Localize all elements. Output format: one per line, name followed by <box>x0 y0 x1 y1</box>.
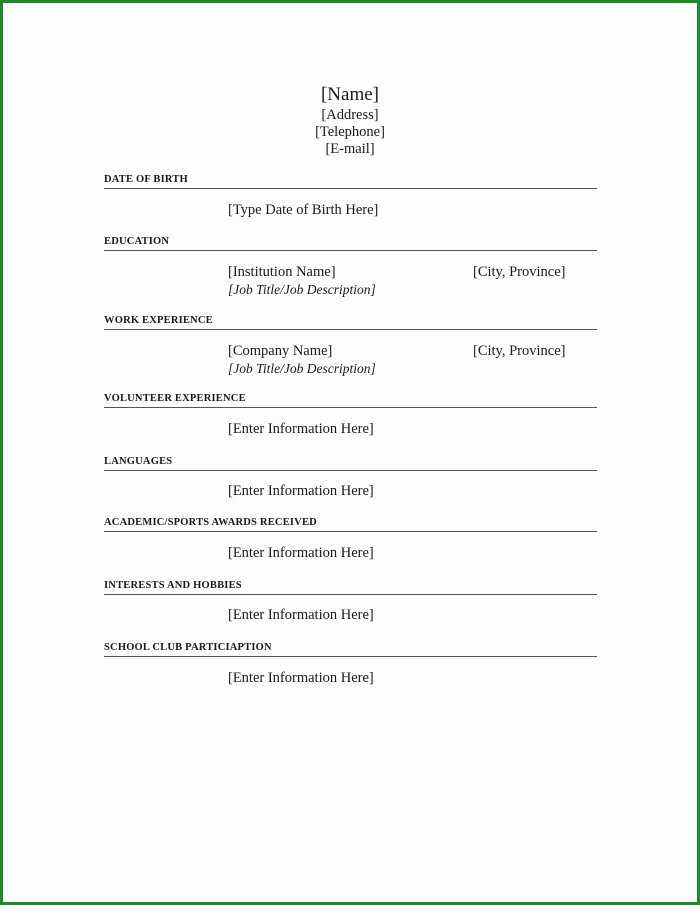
section-languages <box>104 456 597 499</box>
section-interests <box>104 580 597 623</box>
applicant-telephone: [Telephone] <box>315 124 385 140</box>
section-title: SCHOOL CLUB PARTICIAPTION <box>104 642 597 657</box>
section-school-clubs <box>104 642 597 686</box>
work-description[interactable]: [Job Title/Job Description] <box>228 361 376 376</box>
section-title: LANGUAGES <box>104 456 597 471</box>
company-name[interactable]: [Company Name] <box>228 343 333 359</box>
section-title: VOLUNTEER EXPERIENCE <box>104 393 597 408</box>
applicant-address: [Address] <box>321 107 379 123</box>
section-volunteer-experience <box>104 393 597 437</box>
education-location[interactable]: [City, Province] <box>473 264 566 280</box>
applicant-name: [Name] <box>320 84 380 105</box>
section-title: DATE OF BIRTH <box>104 174 597 189</box>
work-location[interactable]: [City, Province] <box>473 343 566 359</box>
clubs-value[interactable]: [Enter Information Here] <box>228 670 374 686</box>
awards-value[interactable]: [Enter Information Here] <box>228 545 374 561</box>
section-title: EDUCATION <box>104 236 597 251</box>
section-title: ACADEMIC/SPORTS AWARDS RECEIVED <box>104 517 597 532</box>
volunteer-value[interactable]: [Enter Information Here] <box>228 421 374 437</box>
section-date-of-birth <box>104 174 597 218</box>
section-title: WORK EXPERIENCE <box>104 315 597 330</box>
section-work-experience <box>104 315 597 376</box>
education-description[interactable]: [Job Title/Job Description] <box>228 282 376 297</box>
date-of-birth-value[interactable]: [Type Date of Birth Here] <box>228 202 379 218</box>
section-title: INTERESTS AND HOBBIES <box>104 580 597 595</box>
languages-value[interactable]: [Enter Information Here] <box>228 483 374 499</box>
applicant-email: [E-mail] <box>325 141 375 157</box>
section-awards <box>104 517 597 561</box>
section-education <box>104 236 597 297</box>
interests-value[interactable]: [Enter Information Here] <box>228 607 374 623</box>
institution-name[interactable]: [Institution Name] <box>228 264 336 280</box>
